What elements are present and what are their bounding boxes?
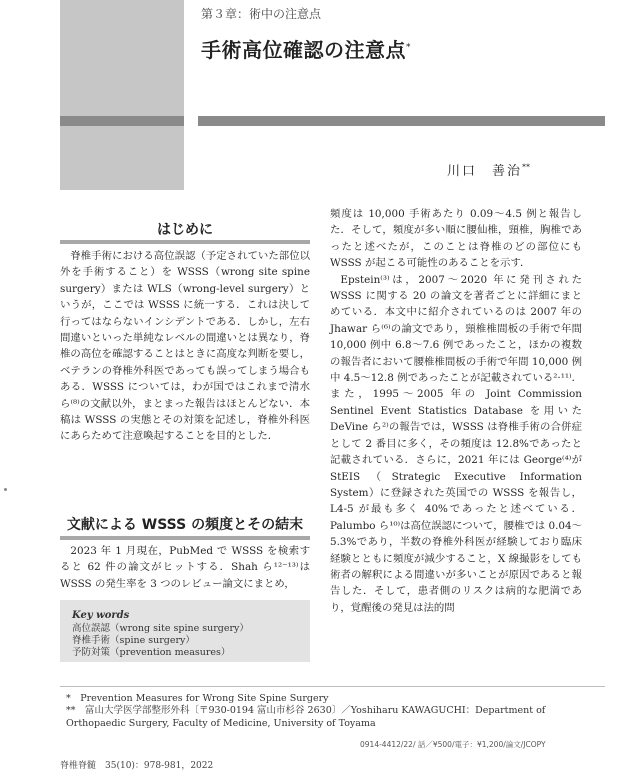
- keywords-box: [60, 600, 310, 662]
- section-heading-rule: [60, 536, 310, 540]
- section-heading-frequency: 文献による WSSS の頻度とその結末: [66, 517, 304, 533]
- decorative-gray-block: [60, 0, 184, 190]
- footnote-rule: [60, 686, 605, 687]
- footnote-author-affiliation: ** 富山大学医学部整形外科〔〒930-0194 富山市杉谷 2630〕／Yoshiharu KAWAGUCHI：Department of Orthopaedic Surgery, Faculty of Medicine, University of Toyama: [66, 705, 546, 729]
- frequency-paragraph: 2023 年 1 月現在，PubMed で WSSS を検索すると 62 件の論文がヒットする．Shah ら¹²⁻¹³⁾は WSSS の発生率を 3 つのレビュー論文にまとめ，: [60, 545, 310, 590]
- right-paragraph-2: Epstein⁽³⁾は，2007～2020 年に発刊された WSSS に関する 20 の論文を著者ごとに詳細にまとめている．本文中に紹介されているのは 2007 年の Jhawar ら⁽⁶⁾の論文であり，頸椎椎間板の手術で年間 10,000 例中 6.8～7.6 例であったこと，ほかの複数の報告者において腰椎椎間板の手術で年間 10,000 例中 4.5～12.8 例であったことが記載されている²·¹¹⁾．また，1995～2005 年の Joint Commission Sentinel Event Statistics Database を用いた DeVine ら²⁾の報告では，WSSS は脊椎手術の合併症として 2 番目に多く，その頻度は 12.8%であったと記載されている．さらに，2021 年には George⁽⁴⁾が StEIS（Strategic Executive Information System）に登録された英国での WSSS を報告し，L4-5 が最も多く 40%であったと述べている．Palumbo ら¹⁰⁾は高位誤認について，腰椎では 0.04～5.3%であり，半数の脊椎外科医が経験しており臨床経験とともに頻度が減少すること，X 線撮影をしても術者の解釈による間違いが多いことが原因であると報告した．そして，患者側のリスクは病的な肥満であり，覚醒後の発見は法的問: [330, 273, 582, 614]
- title-footnote-mark: *: [406, 42, 411, 53]
- right-paragraph-1: 頻度は 10,000 手術あたり 0.09～4.5 例と報告した．そして，頻度が多い順に腰仙椎，頸椎，胸椎であったと述べたが，このことは脊椎のどの部位にも WSSS が起こる可能性のあることを示す．: [330, 208, 582, 270]
- keywords-title: Key words: [72, 610, 130, 621]
- keyword-item: 高位誤認（wrong site spine surgery）: [72, 623, 249, 634]
- author-footnote-mark: **: [522, 162, 531, 172]
- section-heading-introduction: はじめに: [157, 222, 213, 238]
- keyword-item: 脊椎手術（spine surgery）: [72, 635, 195, 646]
- header-rule: [60, 116, 605, 126]
- margin-dot: [4, 488, 7, 491]
- chapter-label: 第３章：術中の注意点: [201, 7, 322, 21]
- introduction-paragraph: 脊椎手術における高位誤認（予定されていた部位以外を手術すること）を WSSS（wrong site spine surgery）または WLS（wrong-level surgery）というが，ここでは WSSS に統一する．これは決して行ってはならないインシデントである．しかし，左右間違いといった単純なレベルの間違いとは異なり，脊椎の高位を確認することはときに高度な判断を要し，ベテランの脊椎外科医であっても誤ってしまう場合もある．WSSS については，わが国ではこれまで清水ら⁽⁸⁾の文献以外，まとまった報告はほとんどない．本稿は WSSS の実態とその対策を記述し，脊椎外科医にあらためて注意喚起することを目的とした．: [60, 250, 310, 443]
- right-column: [330, 206, 582, 616]
- footnote-title-english: * Prevention Measures for Wrong Site Spine Surgery: [66, 693, 329, 704]
- price-code: 0914-4412/22/ 話／¥500/電子：¥1,200/論文/JCOPY: [360, 740, 546, 749]
- title-text: 手術高位確認の注意点: [201, 38, 406, 62]
- article-title: [201, 34, 411, 63]
- header-rule-gap: [184, 116, 198, 126]
- journal-citation: 脊椎脊髄 35(10)：978-981，2022: [60, 761, 214, 771]
- section-heading-rule: [60, 240, 310, 244]
- author-text: 川口 善治: [447, 164, 523, 179]
- keyword-item: 予防対策（prevention measures）: [72, 647, 231, 658]
- author-name: [447, 160, 530, 179]
